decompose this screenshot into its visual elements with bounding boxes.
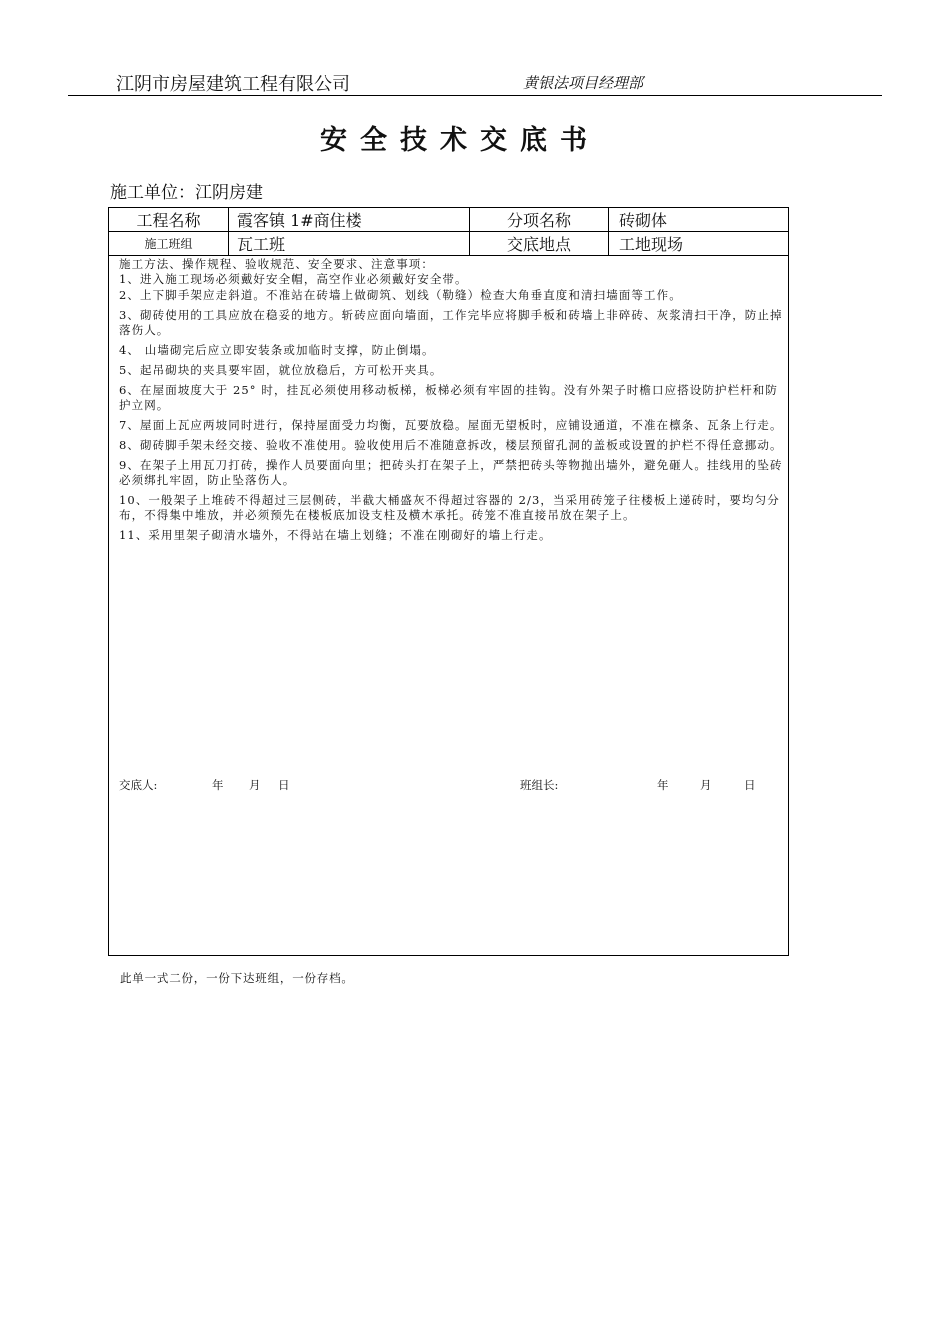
content-item: 4、 山墙砌完后应立即安装条或加临时支撑，防止倒塌。 xyxy=(119,343,435,357)
team-leader-month: 月 xyxy=(700,778,712,792)
content-item: 9、在架子上用瓦刀打砖，操作人员要面向里；把砖头打在架子上，严禁把砖头等物抛出墙外，避免砸人。挂线用的坠砖必须绑扎牢固，防止坠落伤人。 xyxy=(119,458,783,487)
content-item: 11、采用里架子砌清水墙外，不得站在墙上划缝；不准在刚砌好的墙上行走。 xyxy=(119,528,552,542)
department-name: 黄银法项目经理部 xyxy=(523,74,644,92)
discloser-year: 年 xyxy=(212,778,224,792)
company-name: 江阴市房屋建筑工程有限公司 xyxy=(116,74,350,95)
form-row-project xyxy=(109,208,788,232)
project-name-label: 工程名称 xyxy=(109,208,229,231)
team-value: 瓦工班 xyxy=(229,232,470,255)
document-title: 安全技术交底书 xyxy=(320,125,600,156)
content-item: 8、砌砖脚手架未经交接、验收不准使用。验收使用后不准随意拆改，楼层预留孔洞的盖板或设置的护栏不得任意挪动。 xyxy=(119,438,783,452)
disclosure-form xyxy=(108,207,789,956)
header-divider xyxy=(68,95,882,96)
team-leader-day: 日 xyxy=(744,778,756,792)
subitem-name-value: 砖砌体 xyxy=(619,211,668,230)
location-label: 交底地点 xyxy=(470,232,609,255)
construction-unit: 施工单位：江阴房建 xyxy=(110,183,263,203)
discloser-month: 月 xyxy=(249,778,261,792)
location-value: 工地现场 xyxy=(619,235,684,254)
team-label: 施工班组 xyxy=(109,232,229,255)
team-leader-year: 年 xyxy=(657,778,669,792)
content-item: 5、起吊砌块的夹具要牢固，就位放稳后，方可松开夹具。 xyxy=(119,363,443,377)
content-item: 1、进入施工现场必须戴好安全帽，高空作业必须戴好安全带。 xyxy=(119,272,468,286)
subitem-name-label: 分项名称 xyxy=(470,208,609,231)
content-item: 7、屋面上瓦应两坡同时进行，保持屋面受力均衡，瓦要放稳。屋面无望板时，应铺设通道，不准在檩条、瓦条上行走。 xyxy=(119,418,783,432)
team-leader-label: 班组长: xyxy=(520,778,559,792)
project-name-value: 霞客镇 1#商住楼 xyxy=(229,208,470,231)
discloser-label: 交底人: xyxy=(119,778,158,792)
discloser-day: 日 xyxy=(278,778,290,792)
content-item: 6、在屋面坡度大于 25° 时，挂瓦必须使用移动板梯，板梯必须有牢固的挂钩。没有外架子时檐口应搭设防护栏杆和防护立网。 xyxy=(119,383,779,412)
content-item: 10、一般架子上堆砖不得超过三层侧砖，半截大桶盛灰不得超过容器的 2/3，当采用砖笼子往楼板上递砖时，要均匀分布，不得集中堆放，并必须预先在楼板底加设支柱及横木承托。砖笼不准直接吊放在架子上。 xyxy=(119,493,780,522)
content-item: 2、上下脚手架应走斜道。不准站在砖墙上做砌筑、划线（勒缝）检查大角垂直度和清扫墙面等工作。 xyxy=(119,288,682,302)
form-row-team xyxy=(109,232,788,256)
content-item: 3、砌砖使用的工具应放在稳妥的地方。斩砖应面向墙面，工作完毕应将脚手板和砖墙上非碎砖、灰浆清扫干净，防止掉落伤人。 xyxy=(119,308,783,337)
safety-content xyxy=(119,257,784,548)
footnote: 此单一式二份，一份下达班组，一份存档。 xyxy=(120,971,354,985)
content-intro: 施工方法、操作规程、验收规范、安全要求、注意事项： xyxy=(119,257,434,271)
